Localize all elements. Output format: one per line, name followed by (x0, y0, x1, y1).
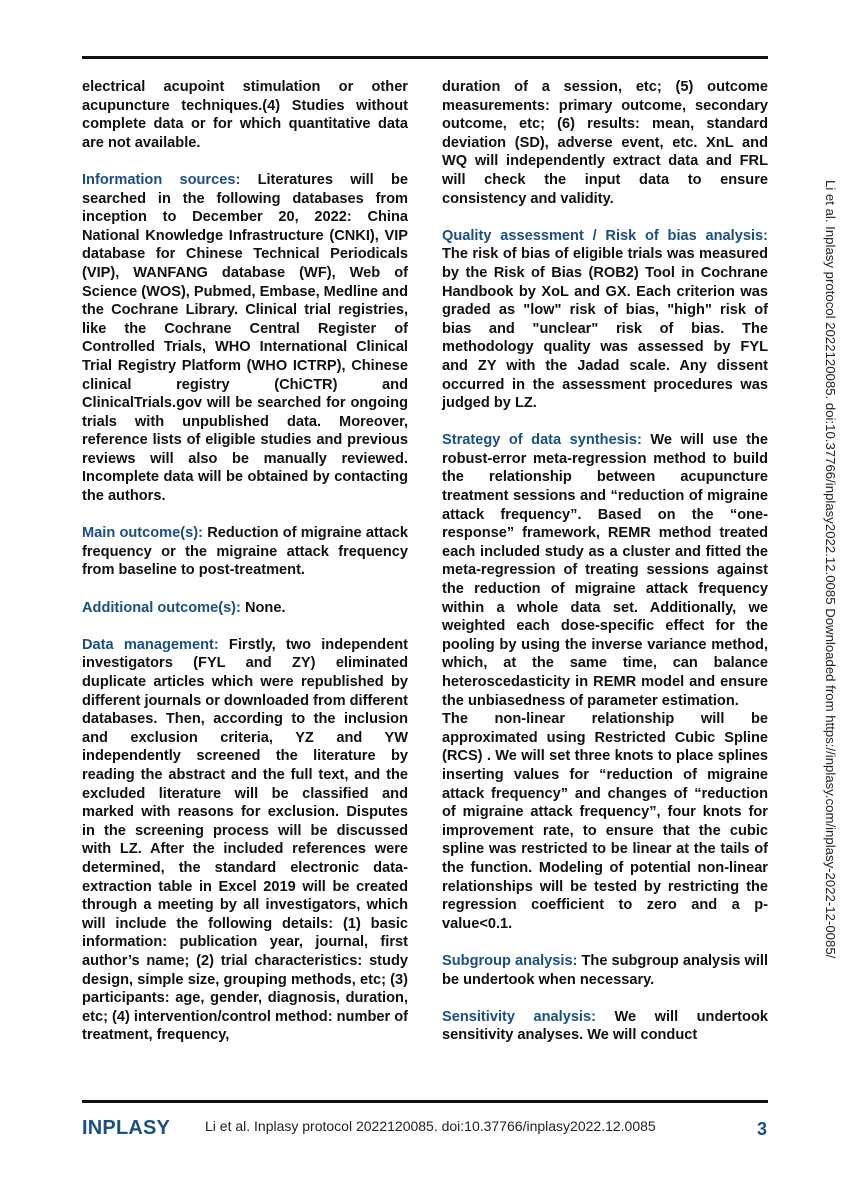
section-data-synthesis-continued: The non-linear relationship will be approximated using Restricted Cubic Spline (RCS) . We will set three knots to place splines inserting values for “reduction of migraine attack frequency” and changes of “reduction of migraine attack frequency”, four knots for improvement rate, to ensure that the cubic spline was restricted to be linear at the tails of the function. Modeling of potential non-linear relationships will be tested by restricting the regression coefficient to zero and a p-value<0.1. (442, 711, 768, 932)
section-body: The risk of bias of eligible trials was measured by the Risk of Bias (ROB2) Tool in Cochrane Handbook by XoL and GX. Each criterion was graded as "low" risk of bias, "high" risk of bias and "unclear" risk of bias. The methodology quality was assessed by FYL and ZY with the Jadad scale. Any dissent occurred in the assessment procedures was judged by LZ. (442, 246, 768, 412)
section-quality-assessment (442, 227, 768, 413)
section-heading: Information sources: (82, 171, 241, 188)
section-heading: Subgroup analysis: (442, 952, 578, 969)
section-heading: Sensitivity analysis: (442, 1008, 596, 1025)
section-additional-outcomes (82, 599, 408, 618)
section-body: Reduction of migraine attack frequency or the migraine attack frequency from baseline to post-treatment. (82, 525, 409, 579)
section-heading: Main outcome(s): (82, 525, 203, 542)
header-rule (82, 56, 768, 59)
right-column (442, 78, 768, 1063)
continuation-paragraph: electrical acupoint stimulation or other acupuncture techniques.(4) Studies without complete data or for which quantitative data are not available. (82, 79, 408, 151)
section-heading: Additional outcome(s): (82, 599, 241, 616)
section-heading: Strategy of data synthesis: (442, 432, 642, 449)
side-note-text: Li et al. Inplasy protocol 2022120085. doi:10.37766/inplasy2022.12.0085 Downloaded from https://inplasy.com/inplasy-2022-12-0085/ (823, 180, 838, 959)
footer-citation: Li et al. Inplasy protocol 2022120085. doi:10.37766/inplasy2022.12.0085 (205, 1118, 656, 1134)
section-body: We will undertook sensitivity analyses. We will conduct (442, 1008, 768, 1044)
section-body: The subgroup analysis will be undertook when necessary. (442, 952, 768, 988)
footer-brand-logo: INPLASY (82, 1117, 171, 1139)
section-subgroup-analysis (442, 952, 768, 989)
section-heading: Quality assessment / Risk of bias analysis: (442, 227, 768, 244)
section-body: We will use the robust-error meta-regression method to build the relationship between acupuncture treatment sessions and “reduction of migraine attack frequency”. Based on the “one-response” framework, REMR method treated each included study as a cluster and fitted the meta-regression of treating sessions against the reduction of migraine attack frequency within a whole data set. Additionally, we weighted each dose-specific effect for the pooling by using the inverse variance method, which, at the same time, can balance heteroscedasticity in REMR model and ensure the unbiasedness of parameter estimation. (442, 432, 768, 709)
section-heading: Data management: (82, 636, 219, 653)
section-body: None. (244, 599, 286, 616)
page-number: 3 (757, 1119, 768, 1139)
section-body: Firstly, two independent investigators (FYL and ZY) eliminated duplicate articles which were republished by different journals or downloaded from different databases. Then, according to the inclusion and exclusion criteria, YZ and YW independently screened the literature by reading the abstract and the full text, and the excluded literature will be classified and marked with reasons for exclusion. Disputes in the screening process will be discussed with LZ. After the included references were determined, the standard electronic data-extraction table in Excel 2019 will be created through a meeting by all investigators, which will include the following details: (1) basic information: publication year, journal, first author’s name; (2) trial characteristics: study design, simple size, grouping methods, etc; (3) participants: age, gender, diagnosis, duration, etc; (4) intervention/control method: number of treatment, frequency, (82, 636, 408, 1044)
section-data-synthesis (442, 431, 768, 710)
continuation-paragraph: duration of a session, etc; (5) outcome measurements: primary outcome, secondary outcome, etc; (6) results: mean, standard deviation (SD), adverse event, etc. XnL and WQ will independently extract data and FRL will check the input data to ensure consistency and validity. (442, 79, 768, 207)
section-sensitivity-analysis (442, 1008, 768, 1045)
section-data-management (82, 636, 408, 1045)
footer-rule (82, 1100, 768, 1103)
section-body: Literatures will be searched in the following databases from inception to December 20, 2022: China National Knowledge Infrastructure (CNKI), VIP database for Chinese Technical Periodicals (VIP), WANFANG database (WF), Web of Science (WOS), Pubmed, Embase, Medline and the Cochrane Library. Clinical trial registries, like the Cochrane Central Register of Controlled Trials, WHO International Clinical Trial Registry Platform (WHO ICTRP), Chinese clinical registry (ChiCTR) and ClinicalTrials.gov will be searched for ongoing trials with unpublished data. Moreover, reference lists of eligible studies and previous reviews will also be manually reviewed. Incomplete data will be obtained by contacting the authors. (82, 171, 409, 505)
section-information-sources (82, 171, 408, 506)
left-column (82, 78, 408, 1063)
section-main-outcomes (82, 524, 408, 580)
side-download-note (818, 180, 838, 1060)
